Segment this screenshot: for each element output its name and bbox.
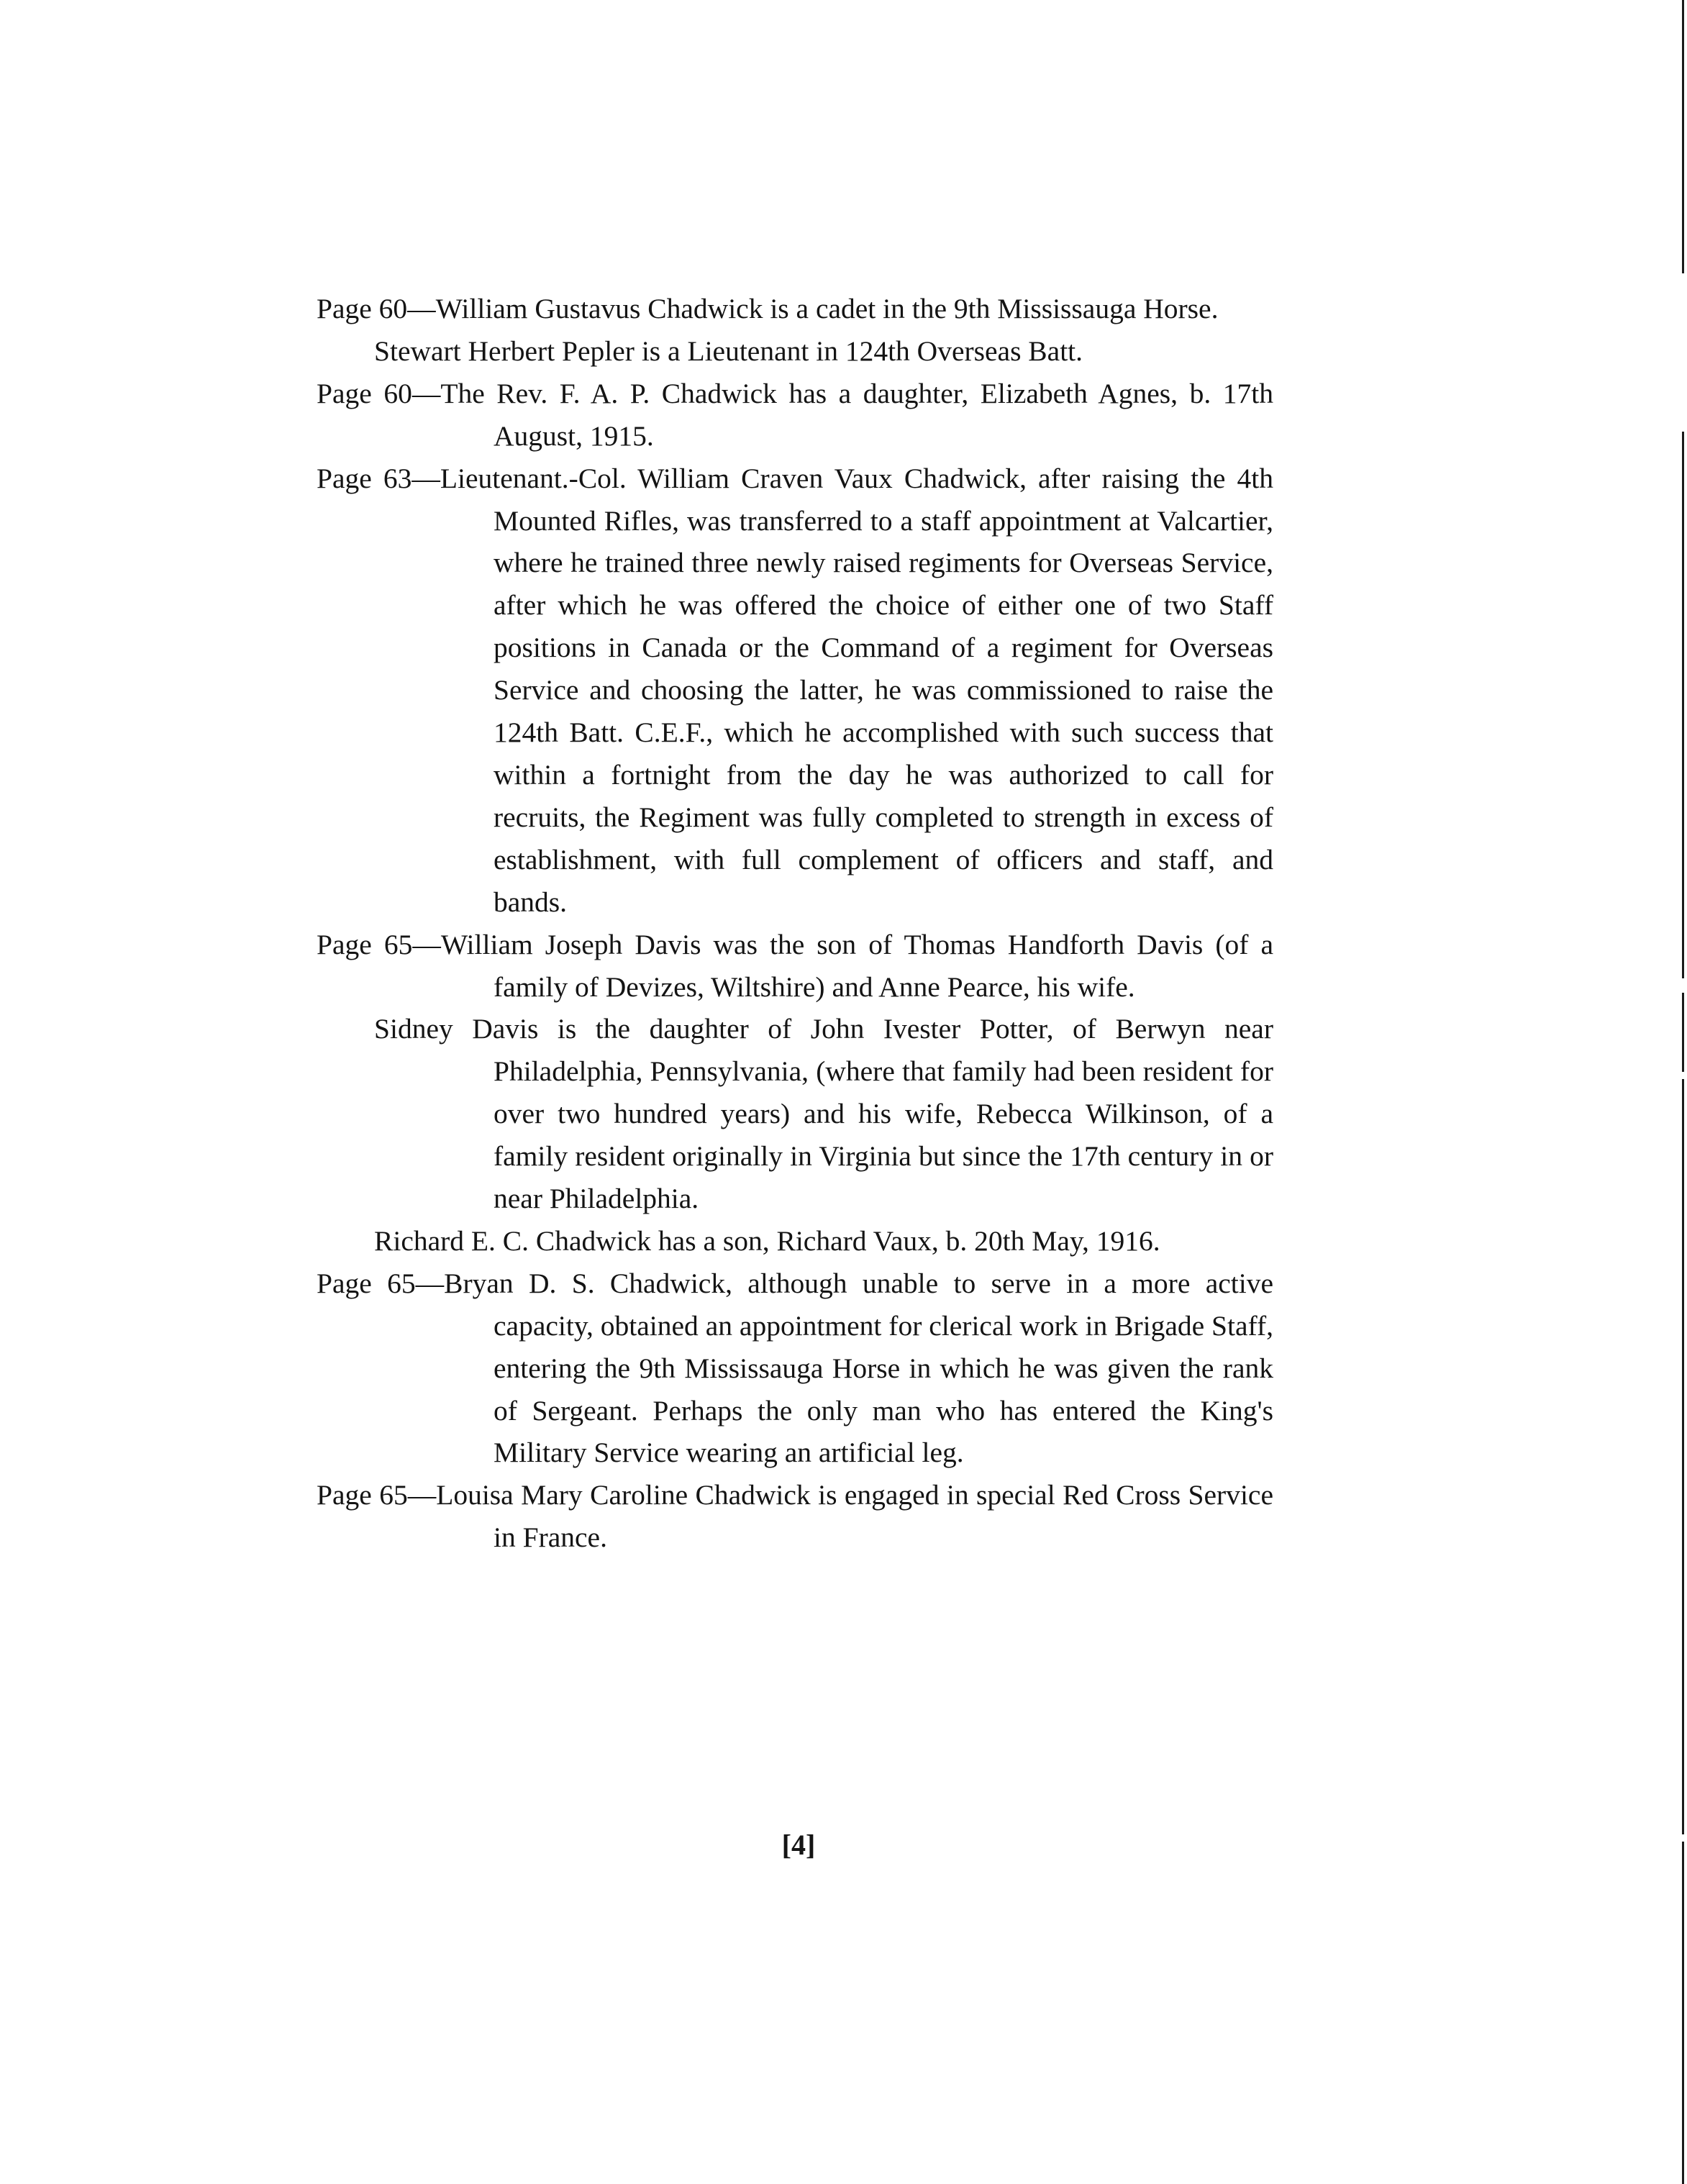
- entry-text: Sidney Davis is the daughter of John Ivester Potter, of Berwyn near Philadelphia, Pennsylvania, (where that family had been resident for over two hundred years) and his wife, Rebecca Wilkinson, of a family resident originally in Virginia but since the 17th century in or near Philadelphia.: [374, 1013, 1273, 1215]
- entry-page-60-rev-chadwick: Page 60—The Rev. F. A. P. Chadwick has a daughter, Elizabeth Agnes, b. 17th August, 1915.: [317, 377, 1273, 452]
- entry-text: Stewart Herbert Pepler is a Lieutenant in 124th Overseas Batt.: [374, 335, 1083, 367]
- page-reference: Page 65: [317, 1479, 408, 1511]
- entry-sidney-davis: [317, 1008, 1273, 1220]
- entry-text: The Rev. F. A. P. Chadwick has a daughter, Elizabeth Agnes, b. 17th August, 1915.: [440, 377, 1273, 452]
- scan-edge-segment: [1682, 993, 1684, 1072]
- entry-text: William Joseph Davis was the son of Thomas Handforth Davis (of a family of Devizes, Wiltshire) and Anne Pearce, his wife.: [440, 928, 1273, 1003]
- page-reference: Page 63: [317, 462, 412, 494]
- page-text: [317, 288, 1273, 1559]
- page-reference: Page 60: [317, 377, 412, 409]
- scan-edge-segment: [1682, 1842, 1684, 2184]
- entry-text: William Gustavus Chadwick is a cadet in the 9th Mississauga Horse.: [435, 293, 1219, 324]
- entry-page-63-lieutenant-col: Page 63—Lieutenant.-Col. William Craven Vaux Chadwick, after raising the 4th Mounted Rifles, was transferred to a staff appointment at Valcartier, where he trained three newly raised regiments for Overseas Service, after which he was offered the choice of either one of two Staff positions in Canada or the Command of a regiment for Overseas Service and choosing the latter, he was commissioned to raise the 124th Batt. C.E.F., which he accomplished with such success that within a fortnight from the day he was authorized to call for recruits, the Regiment was fully completed to strength in excess of establishment, with full complement of officers and staff, and bands.: [317, 462, 1273, 918]
- scan-edge-segment: [1682, 1079, 1684, 1834]
- entry-page-65-louisa-chadwick: Page 65—Louisa Mary Caroline Chadwick is engaged in special Red Cross Service in France.: [317, 1479, 1273, 1554]
- page-reference: Page 60: [317, 293, 408, 324]
- entry-stewart-herbert-pepler: [317, 330, 1273, 373]
- entry-text: Louisa Mary Caroline Chadwick is engaged in special Red Cross Service in France.: [436, 1479, 1273, 1554]
- scan-edge-segment: [1682, 432, 1684, 978]
- entry-text: Lieutenant.-Col. William Craven Vaux Chadwick, after raising the 4th Mounted Rifles, was transferred to a staff appointment at Valcartier, where he trained three newly raised regiments for Overseas Service, after which he was offered the choice of either one of two Staff positions in Canada or the Command of a regiment for Overseas Service and choosing the latter, he was commissioned to raise the 124th Batt. C.E.F., which he accomplished with such success that within a fortnight from the day he was authorized to call for recruits, the Regiment was fully completed to strength in excess of establishment, with full complement of officers and staff, and bands.: [440, 462, 1273, 918]
- page-number: [4]: [781, 1829, 816, 1861]
- entry-text: Bryan D. S. Chadwick, although unable to serve in a more active capacity, obtained an appointment for clerical work in Brigade Staff, entering the 9th Mississauga Horse in which he was given the rank of Sergeant. Perhaps the only man who has entered the King's Military Service wearing an artificial leg.: [444, 1267, 1273, 1469]
- entry-richard-chadwick: [317, 1220, 1273, 1262]
- scan-edge-line: [1673, 0, 1687, 2184]
- page-reference: Page 65: [317, 928, 413, 960]
- entry-page-65-william-joseph-davis: Page 65—William Joseph Davis was the son of Thomas Handforth Davis (of a family of Devizes, Wiltshire) and Anne Pearce, his wife.: [317, 928, 1273, 1003]
- scan-edge-segment: [1682, 0, 1684, 273]
- entry-page-65-bryan-chadwick: Page 65—Bryan D. S. Chadwick, although unable to serve in a more active capacity, obtained an appointment for clerical work in Brigade Staff, entering the 9th Mississauga Horse in which he was given the rank of Sergeant. Perhaps the only man who has entered the King's Military Service wearing an artificial leg.: [317, 1267, 1273, 1469]
- page-reference: Page 65: [317, 1267, 416, 1299]
- entry-page-60-william-gustavus: Page 60—William Gustavus Chadwick is a cadet in the 9th Mississauga Horse.: [317, 293, 1219, 324]
- entry-text: Richard E. C. Chadwick has a son, Richard Vaux, b. 20th May, 1916.: [374, 1224, 1160, 1257]
